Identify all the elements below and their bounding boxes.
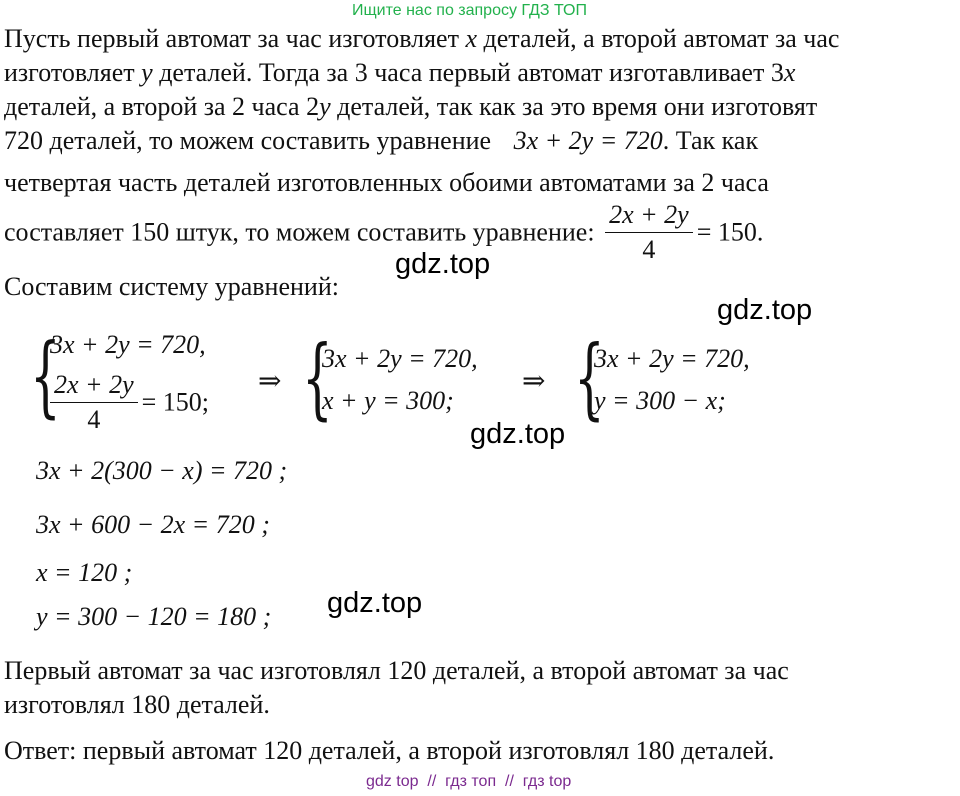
var-y: y bbox=[319, 92, 331, 121]
text: деталей, а второй автомат за час bbox=[477, 24, 840, 53]
conclusion-line-2: изготовлял 180 деталей. bbox=[4, 690, 270, 719]
system1-eq2 bbox=[46, 370, 209, 435]
text: составляет 150 штук, то можем составить уравнение: bbox=[4, 217, 602, 247]
step-3: x = 120 ; bbox=[36, 558, 133, 587]
system1-fraction bbox=[50, 370, 138, 435]
system1-eq1: 3x + 2y = 720, bbox=[50, 330, 206, 359]
text: четвертая часть деталей изготовленных обоими автоматами за 2 часа bbox=[4, 168, 769, 197]
text: изготовляет bbox=[4, 58, 142, 87]
answer-line: Ответ: первый автомат 120 деталей, а второй изготовлял 180 деталей. bbox=[4, 736, 775, 765]
system2-eq2: x + y = 300; bbox=[322, 386, 454, 415]
text-line-4 bbox=[4, 126, 758, 156]
system3-eq2: y = 300 − x; bbox=[594, 386, 726, 415]
conclusion-line-1: Первый автомат за час изготовлял 120 деталей, а второй автомат за час bbox=[4, 656, 789, 685]
var-x: x bbox=[465, 24, 478, 53]
system2-eq1: 3x + 2y = 720, bbox=[322, 344, 478, 373]
footer-links: gdz top // гдз топ // гдз top bbox=[366, 773, 572, 790]
text: деталей, так как за это время они изготовят bbox=[330, 92, 818, 121]
fraction-denominator: 4 bbox=[642, 235, 656, 264]
text: деталей, а второй за 2 часа 2 bbox=[4, 92, 320, 121]
implies-arrow-1: ⇒ bbox=[258, 366, 282, 397]
fraction bbox=[605, 200, 693, 265]
fraction-numerator: 2x + 2y bbox=[50, 370, 138, 403]
watermark: gdz.top bbox=[395, 248, 491, 280]
watermark: gdz.top bbox=[470, 418, 566, 450]
fraction-numerator: 2x + 2y bbox=[605, 200, 693, 233]
text-line-3 bbox=[4, 92, 817, 122]
top-banner: Ищите нас по запросу ГДЗ ТОП bbox=[352, 2, 587, 19]
fraction-denominator: 4 bbox=[87, 405, 101, 434]
text: . Так как bbox=[662, 126, 759, 155]
step-2: 3x + 600 − 2x = 720 ; bbox=[36, 510, 270, 539]
text: . bbox=[756, 217, 764, 247]
text: Составим систему уравнений: bbox=[4, 272, 339, 301]
step-1: 3x + 2(300 − x) = 720 ; bbox=[36, 456, 288, 485]
system3-eq1: 3x + 2y = 720, bbox=[594, 344, 750, 373]
equation-inline: 3x + 2y = 720 bbox=[513, 126, 663, 155]
text-line-1 bbox=[4, 24, 839, 54]
system-brace-3: { bbox=[574, 326, 605, 429]
text: 720 деталей, то можем составить уравнение bbox=[4, 126, 498, 155]
var-y: y bbox=[141, 58, 153, 87]
watermark: gdz.top bbox=[327, 587, 423, 619]
system-brace-1: { bbox=[30, 324, 61, 427]
text-line-2 bbox=[4, 58, 795, 88]
text-line-6 bbox=[4, 200, 763, 265]
equation-rhs: = 150 bbox=[696, 217, 757, 247]
text: деталей. Тогда за 3 часа первый автомат изготавливает 3 bbox=[152, 58, 784, 87]
step-4: y = 300 − 120 = 180 ; bbox=[36, 602, 272, 631]
text-line-5 bbox=[4, 168, 769, 198]
watermark: gdz.top bbox=[717, 294, 813, 326]
equation-rhs: = 150; bbox=[141, 387, 210, 417]
text-line-7 bbox=[4, 272, 339, 302]
var-x: x bbox=[783, 58, 796, 87]
system-brace-2: { bbox=[302, 326, 333, 429]
implies-arrow-2: ⇒ bbox=[522, 366, 546, 397]
text: Пусть первый автомат за час изготовляет bbox=[4, 24, 466, 53]
